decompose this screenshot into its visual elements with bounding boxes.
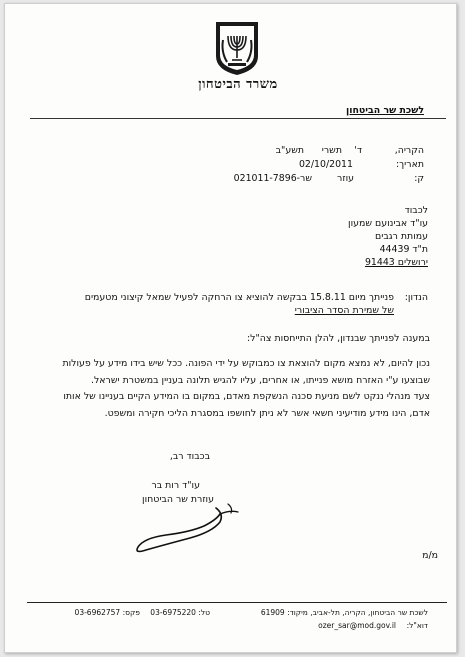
handwritten-signature [120, 500, 255, 560]
date-value: 02/10/2011 [298, 159, 353, 170]
closing-regards: בכבוד רב, [169, 451, 210, 462]
place: הקריה, [394, 145, 424, 156]
hebrew-month: תשרי [321, 145, 342, 156]
date-label: תאריך: [395, 159, 424, 170]
address-to: לכבוד [404, 205, 428, 216]
reference-name: עוזר [337, 173, 354, 184]
footer-phone: טל: 03-6975220 [150, 608, 210, 617]
body-paragraph-2-line-1: צעד מנהלי ננקט לשם מניעת סכנה הנשקפת מאדם, במקום בו המידע הקיים בעניינו של אותו [63, 391, 430, 402]
reference-code: שר-021011-7896 [233, 173, 312, 184]
ministry-name: משרד הביטחון [198, 77, 278, 92]
recipient-city: ירושלים 91443 [364, 257, 428, 268]
body-paragraph-2-line-2: אדם, הינו מידע מודיעיני חשאי אשר לא ניתן לחושפו במסגרת הליכי חקירה ומשפט. [104, 408, 430, 419]
recipient-po: ת"ד 44439 [379, 244, 428, 255]
initials: מ/מ [422, 550, 438, 561]
body-intro: במענה לפנייתך שבנדון, להלן התייחסות צה"ל: [246, 333, 430, 344]
subject-line-2: של שמירת הסדר הציבורי [294, 305, 394, 316]
letter-page [4, 3, 457, 653]
office-name: לשכת שר הביטחון [346, 105, 424, 116]
state-emblem-icon [212, 20, 262, 76]
hebrew-year: תשע"ב [275, 145, 304, 156]
footer-address: לשכת שר הביטחון, הקריה, תל-אביב, מיקוד: 61909 [260, 608, 428, 617]
body-paragraph-1-line-2: שבוצעו ע"י האזרח מושא פנייתו, או אחרים, עליו להגיש תלונה בעניין במשטרת ישראל. [90, 375, 430, 386]
hebrew-day: ד' [354, 145, 362, 156]
subject-line-1: פנייתך מיום 15.8.11 בבקשה להוציא צו הרחקה לפעיל שמאל קיצוני מטעמים [84, 292, 394, 303]
subject-label: הנדון: [404, 292, 428, 303]
footer-fax: פקס: 03-6962757 [74, 608, 140, 617]
signer-name: עו"ד רות בר [151, 480, 200, 491]
recipient-org: עמותת רגבים [375, 231, 428, 242]
footer-divider [27, 602, 447, 603]
footer-email-label: דוא"ל: [406, 621, 428, 630]
signer-role: עוזרת שר הביטחון [142, 494, 214, 505]
reference-label: ק: [414, 173, 424, 184]
footer-email[interactable]: ozer_sar@mod.gov.il [318, 621, 396, 630]
header-divider [30, 118, 446, 119]
recipient-name: עו"ד אבינועם שמעון [348, 218, 428, 229]
body-paragraph-1-line-1: נכון להיום, לא נמצא מקום להוצאת צו כמבוקש על ידי הפונה. ככל שיש בידו מידע על פעולות [62, 358, 430, 369]
